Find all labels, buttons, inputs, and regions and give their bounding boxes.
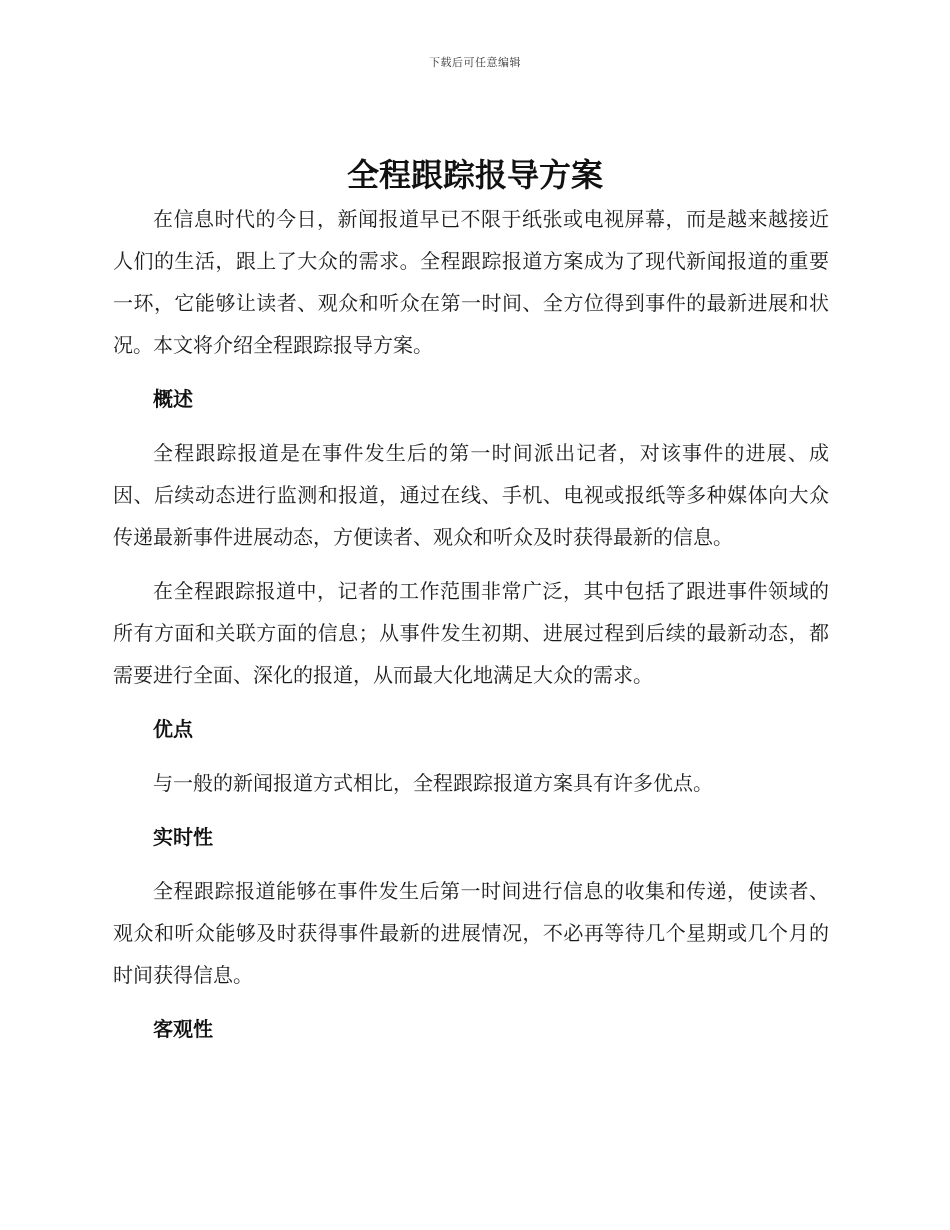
header-note: 下载后可任意编辑 <box>429 56 521 69</box>
overview-heading: 概述 <box>153 387 193 411</box>
realtime-paragraph: 全程跟踪报道能够在事件发生后第一时间进行信息的收集和传递，使读者、观众和听众能够及时获得事件最新的进展情况，不必再等待几个星期或几个月的时间获得信息。 <box>113 879 829 987</box>
document-body <box>113 198 829 1050</box>
intro-paragraph: 在信息时代的今日，新闻报道早已不限于纸张或电视屏幕，而是越来越接近人们的生活，跟上了大众的需求。全程跟踪报道方案成为了现代新闻报道的重要一环，它能够让读者、观众和听众在第一时间、全方位得到事件的最新进展和状况。本文将介绍全程跟踪报导方案。 <box>113 207 829 357</box>
advantages-paragraph: 与一般的新闻报道方式相比，全程跟踪报道方案具有许多优点。 <box>153 771 713 795</box>
advantages-heading: 优点 <box>153 717 193 741</box>
overview-paragraph-1: 全程跟踪报道是在事件发生后的第一时间派出记者，对该事件的进展、成因、后续动态进行监测和报道，通过在线、手机、电视或报纸等多种媒体向大众传递最新事件进展动态，方便读者、观众和听众及时获得最新的信息。 <box>113 441 829 549</box>
objectivity-heading: 客观性 <box>153 1017 213 1041</box>
realtime-heading: 实时性 <box>153 825 213 849</box>
overview-paragraph-2: 在全程跟踪报道中，记者的工作范围非常广泛，其中包括了跟进事件领域的所有方面和关联方面的信息；从事件发生初期、进展过程到后续的最新动态，都需要进行全面、深化的报道，从而最大化地满足大众的需求。 <box>113 579 829 687</box>
document-title: 全程跟踪报导方案 <box>346 156 603 194</box>
